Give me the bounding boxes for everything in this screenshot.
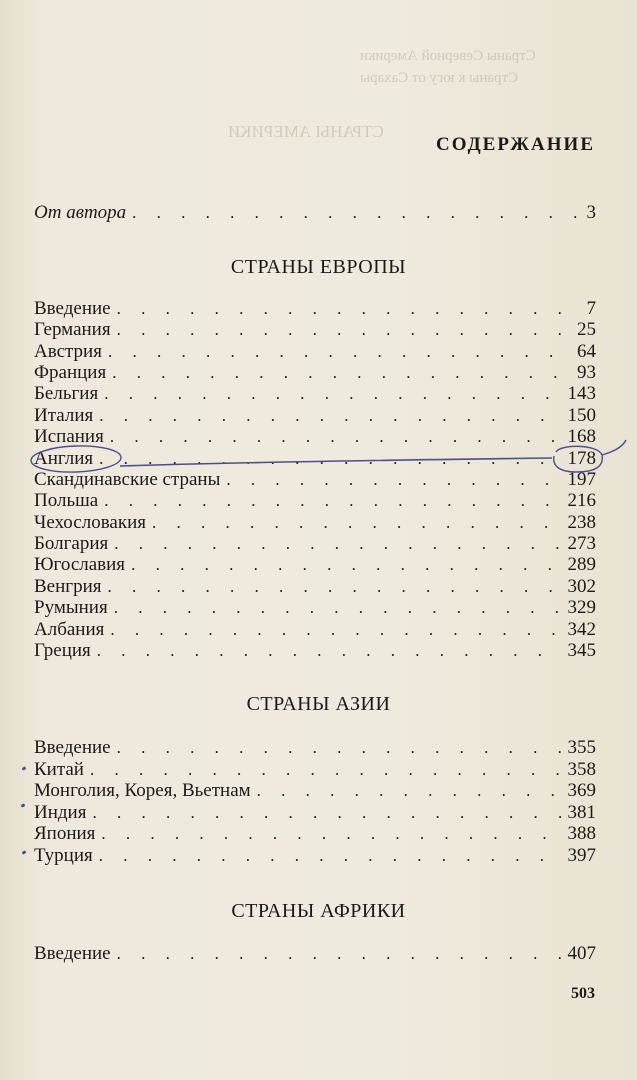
preface-row[interactable] — [34, 202, 596, 224]
entry-title: Введение — [34, 943, 111, 964]
entry-title: Введение — [34, 737, 111, 758]
section-title-africa: СТРАНЫ АФРИКИ — [231, 900, 406, 922]
leader-dots — [117, 944, 562, 964]
entry-title: Япония — [34, 823, 96, 844]
entry-page-number: 345 — [567, 640, 596, 661]
entry-page-number: 302 — [567, 576, 596, 597]
toc-entry[interactable] — [34, 490, 596, 512]
entry-page-number: 7 — [586, 298, 596, 319]
toc-entry[interactable] — [34, 426, 596, 448]
toc-entry[interactable] — [34, 780, 596, 802]
entry-page-number: 238 — [567, 512, 596, 533]
toc-entry[interactable] — [34, 802, 596, 824]
entry-title: Румыния — [34, 597, 108, 618]
entry-title: Испания — [34, 426, 104, 447]
section-title-europe: СТРАНЫ ЕВРОПЫ — [230, 256, 407, 278]
entry-page-number: 381 — [567, 802, 596, 823]
entry-page-number: 407 — [567, 943, 596, 964]
entry-page-number: 150 — [567, 405, 596, 426]
entry-title: Чехословакия — [34, 512, 146, 533]
entry-title: Италия — [34, 405, 94, 426]
toc-entry[interactable] — [34, 554, 596, 576]
entry-title: От автора — [34, 202, 127, 223]
toc-entry[interactable] — [34, 845, 596, 867]
toc-entry[interactable] — [34, 512, 596, 534]
leader-dots — [107, 577, 561, 597]
toc-entry[interactable] — [34, 298, 596, 320]
toc-entry[interactable] — [34, 405, 596, 427]
toc-entry[interactable] — [34, 469, 596, 491]
entry-title: Бельгия — [34, 383, 99, 404]
entry-page-number: 329 — [567, 597, 596, 618]
bleed-through-title: СТРАНЫ АМЕРИКИ — [228, 122, 384, 141]
leader-dots — [108, 342, 571, 362]
entry-page-number: 3 — [586, 202, 596, 223]
toc-entry[interactable] — [34, 319, 596, 341]
entry-page-number: 143 — [567, 383, 596, 404]
leader-dots — [97, 641, 562, 661]
toc-entry[interactable] — [34, 597, 596, 619]
leader-dots — [99, 406, 561, 426]
entry-page-number: 355 — [567, 737, 596, 758]
toc-entry[interactable] — [34, 533, 596, 555]
entry-page-number: 388 — [567, 823, 596, 844]
toc-entry[interactable] — [34, 383, 596, 405]
entry-title: Франция — [34, 362, 107, 383]
entry-title: Введение — [34, 298, 111, 319]
entry-title: Польша — [34, 490, 99, 511]
entry-title: Монголия, Корея, Вьетнам — [34, 780, 251, 801]
leader-dots — [114, 598, 562, 618]
toc-entry[interactable] — [34, 640, 596, 662]
entry-title: Венгрия — [34, 576, 102, 597]
leader-dots — [99, 449, 561, 469]
leader-dots — [112, 363, 571, 383]
toc-entry[interactable] — [34, 576, 596, 598]
entry-page-number: 358 — [567, 759, 596, 780]
entry-page-number: 64 — [577, 341, 596, 362]
leader-dots — [104, 384, 561, 404]
entry-title: Индия — [34, 802, 87, 823]
leader-dots — [110, 620, 561, 640]
entry-title: Австрия — [34, 341, 102, 362]
leader-dots — [90, 760, 562, 780]
entry-title: Турция — [34, 845, 93, 866]
entry-title: Югославия — [34, 554, 126, 575]
toc-entry[interactable] — [34, 737, 596, 759]
entry-page-number: 216 — [567, 490, 596, 511]
leader-dots — [257, 781, 562, 801]
leader-dots — [92, 803, 561, 823]
entry-page-number: 397 — [567, 845, 596, 866]
bleed-through-line: Страны Северной Америки — [360, 48, 536, 64]
leader-dots — [99, 846, 562, 866]
toc-entry[interactable] — [34, 362, 596, 384]
entry-page-number: 289 — [567, 554, 596, 575]
leader-dots — [226, 470, 561, 490]
toc-entry[interactable] — [34, 619, 596, 641]
leader-dots — [131, 555, 561, 575]
entry-title: Скандинавские страны — [34, 469, 221, 490]
toc-entry[interactable] — [34, 943, 596, 965]
entry-title: Англия — [34, 448, 94, 469]
pen-tick-mark — [22, 850, 27, 855]
entry-page-number: 178 — [567, 448, 596, 469]
entry-page-number: 369 — [567, 780, 596, 801]
contents-heading: СОДЕРЖАНИЕ — [436, 134, 595, 155]
leader-dots — [114, 534, 561, 554]
leader-dots — [117, 738, 562, 758]
entry-page-number: 342 — [567, 619, 596, 640]
section-title-asia: СТРАНЫ АЗИИ — [246, 693, 391, 715]
leader-dots — [110, 427, 562, 447]
entry-title: Албания — [34, 619, 105, 640]
leader-dots — [152, 513, 562, 533]
entry-title: Китай — [34, 759, 84, 780]
toc-entry-highlighted[interactable] — [34, 448, 596, 470]
pen-tick-mark — [22, 766, 27, 771]
toc-entry[interactable] — [34, 759, 596, 781]
leader-dots — [132, 203, 580, 223]
entry-page-number: 168 — [567, 426, 596, 447]
leader-dots — [101, 824, 561, 844]
bleed-through-line: Страны к югу от Сахары — [360, 70, 519, 86]
leader-dots — [117, 320, 571, 340]
entry-title: Греция — [34, 640, 91, 661]
leader-dots — [104, 491, 561, 511]
entry-page-number: 197 — [567, 469, 596, 490]
entry-title: Германия — [34, 319, 111, 340]
pen-tail-stroke — [602, 440, 626, 455]
leader-dots — [117, 299, 581, 319]
entry-title: Болгария — [34, 533, 109, 554]
toc-entry[interactable] — [34, 341, 596, 363]
toc-entry[interactable] — [34, 823, 596, 845]
pen-tick-mark — [21, 803, 26, 808]
entry-page-number: 93 — [577, 362, 596, 383]
page-number: 503 — [571, 985, 595, 1002]
entry-page-number: 273 — [567, 533, 596, 554]
entry-page-number: 25 — [577, 319, 596, 340]
